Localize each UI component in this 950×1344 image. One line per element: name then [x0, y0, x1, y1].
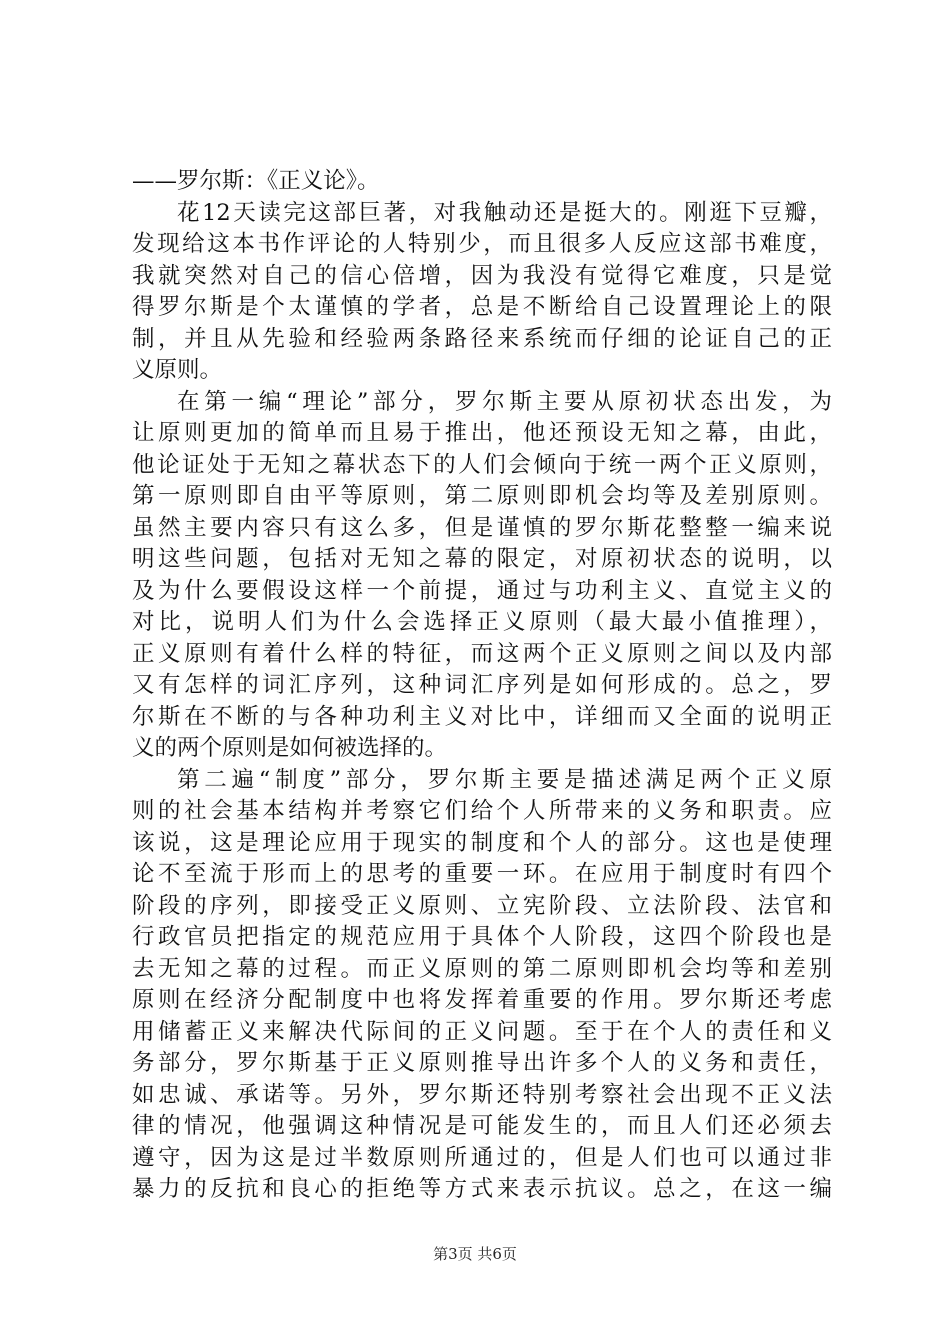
text-line: 我就突然对自己的信心倍增，因为我没有觉得它难度，只是觉: [132, 262, 832, 289]
text-line: 义原则。: [132, 357, 223, 383]
text-line: 他论证处于无知之幕状态下的人们会倾向于统一两个正义原则，: [132, 451, 832, 478]
text-line: 尔斯在不断的与各种功利主义对比中，详细而又全面的说明正: [132, 703, 832, 730]
text-line: 该说，这是理论应用于现实的制度和个人的部分。这也是使理: [132, 829, 832, 856]
text-line: 如忠诚、承诺等。另外，罗尔斯还特别考察社会出现不正义法: [132, 1081, 832, 1108]
text-line: 发现给这本书作评论的人特别少，而且很多人反应这部书难度，: [132, 231, 832, 257]
text-line: 去无知之幕的过程。而正义原则的第二原则即机会均等和差别: [132, 955, 832, 982]
text-line: 则的社会基本结构并考察它们给个人所带来的义务和职责。应: [132, 798, 832, 824]
text-line: 遵守，因为这是过半数原则所通过的，但是人们也可以通过非: [132, 1144, 832, 1171]
text-line: 义的两个原则是如何被选择的。: [132, 735, 448, 761]
text-line: 第二遍“制度”部分，罗尔斯主要是描述满足两个正义原: [177, 766, 832, 793]
text-line: 花12天读完这部巨著，对我触动还是挺大的。刚逛下豆瓣，: [177, 199, 832, 226]
text-line: 在第一编“理论”部分，罗尔斯主要从原初状态出发，为: [177, 388, 832, 415]
text-line: 又有怎样的词汇序列，这种词汇序列是如何形成的。总之，罗: [132, 672, 832, 698]
text-line: 让原则更加的简单而且易于推出，他还预设无知之幕，由此，: [132, 420, 832, 446]
text-line: 阶段的序列，即接受正义原则、立宪阶段、立法阶段、法官和: [132, 892, 832, 919]
text-line: 得罗尔斯是个太谨慎的学者，总是不断给自己设置理论上的限: [132, 294, 832, 320]
text-line: 用储蓄正义来解决代际间的正义问题。至于在个人的责任和义: [132, 1018, 832, 1045]
text-line: 明这些问题，包括对无知之幕的限定，对原初状态的说明，以: [132, 546, 832, 572]
text-line: 原则在经济分配制度中也将发挥着重要的作用。罗尔斯还考虑: [132, 987, 832, 1013]
text-line: 行政官员把指定的规范应用于具体个人阶段，这四个阶段也是: [132, 924, 832, 950]
text-line: 对比，说明人们为什么会选择正义原则（最大最小值推理），: [132, 609, 832, 635]
text-line: 暴力的反抗和良心的拒绝等方式来表示抗议。总之，在这一编: [132, 1176, 832, 1202]
page-number-footer: 第3页 共6页: [433, 1245, 517, 1263]
document-body: [132, 166, 832, 1206]
text-line: ——罗尔斯：《正义论》。: [132, 168, 380, 194]
text-line: 务部分，罗尔斯基于正义原则推导出许多个人的义务和责任，: [132, 1050, 832, 1076]
text-line: 正义原则有着什么样的特征，而这两个正义原则之间以及内部: [132, 640, 832, 667]
text-line: 及为什么要假设这样一个前提，通过与功利主义、直觉主义的: [132, 577, 832, 604]
text-line: 第一原则即自由平等原则，第二原则即机会均等及差别原则。: [132, 483, 832, 509]
text-line: 律的情况，他强调这种情况是可能发生的，而且人们还必须去: [132, 1113, 832, 1139]
text-line: 论不至流于形而上的思考的重要一环。在应用于制度时有四个: [132, 861, 832, 887]
text-line: 虽然主要内容只有这么多，但是谨慎的罗尔斯花整整一编来说: [132, 514, 832, 541]
text-line: 制，并且从先验和经验两条路径来系统而仔细的论证自己的正: [132, 325, 832, 352]
